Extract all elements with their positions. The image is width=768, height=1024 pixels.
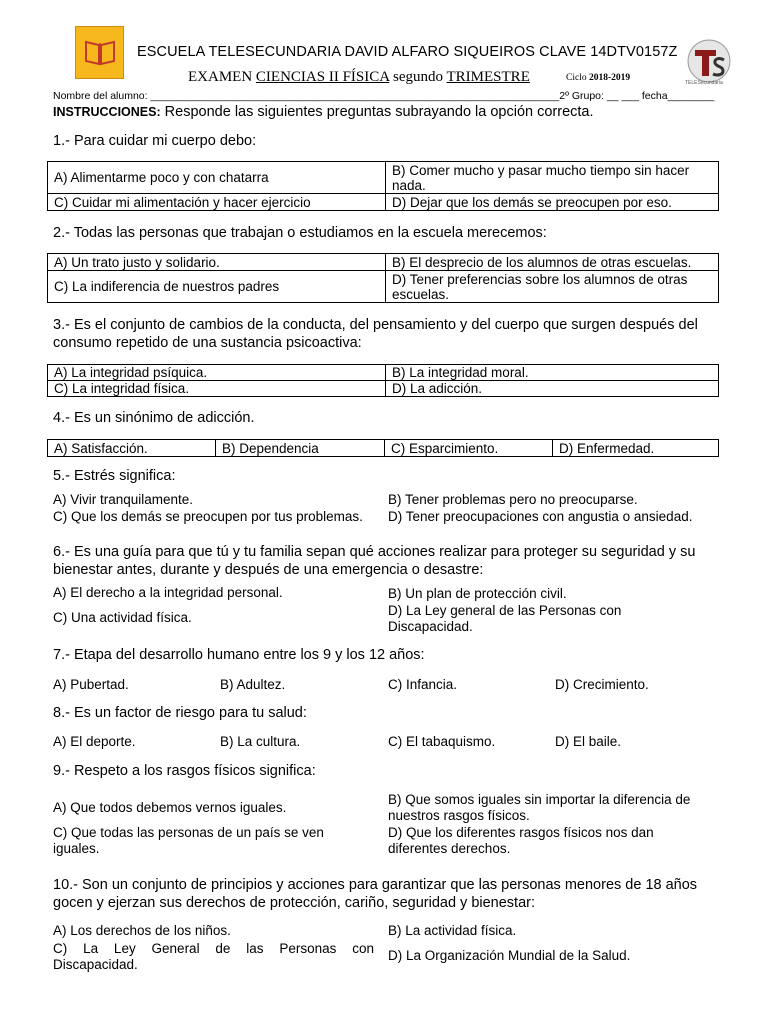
option-c[interactable]: C) Cuidar mi alimentación y hacer ejercicio (48, 194, 386, 211)
option-d[interactable]: D) Dejar que los demás se preocupen por eso. (386, 194, 719, 211)
option-a[interactable]: A) Alimentarme poco y con chatarra (48, 162, 386, 194)
cycle-value: 2018-2019 (588, 73, 631, 83)
option-b[interactable]: B) Un plan de protección civil. (388, 586, 567, 601)
option-d[interactable]: D) Tener preocupaciones con angustia o ansiedad. (388, 509, 693, 524)
option-b[interactable]: B) La cultura. (220, 734, 301, 749)
option-a[interactable]: A) La integridad psíquica. (48, 365, 386, 381)
option-a[interactable]: A) Un trato justo y solidario. (48, 254, 386, 271)
option-a[interactable]: A) Vivir tranquilamente. (53, 492, 194, 507)
option-a[interactable]: A) Satisfacción. (48, 440, 216, 457)
question-1-options (47, 161, 719, 211)
option-b[interactable]: B) La actividad física. (388, 923, 517, 938)
option-d[interactable]: D) La Ley general de las Personas con Discapacidad. (388, 603, 622, 634)
question-3-options (47, 364, 719, 397)
question-9: 9.- Respeto a los rasgos físicos significa: (53, 763, 316, 779)
school-cycle (566, 73, 630, 83)
cycle-label: Ciclo (566, 73, 587, 83)
option-c[interactable]: C) Que todas las personas de un país se ven iguales. (53, 825, 324, 856)
option-b[interactable]: B) Adultez. (220, 677, 286, 692)
question-2-options (47, 253, 719, 303)
question-6: 6.- Es una guía para que tú y tu familia sepan qué acciones realizar para proteger su seguridad y su bienestar antes, durante y después de una emergencia o desastre: (53, 544, 696, 578)
option-d[interactable]: D) La Organización Mundial de la Salud. (388, 948, 631, 963)
option-d[interactable]: D) La adicción. (386, 381, 719, 397)
option-c[interactable]: C) Esparcimiento. (385, 440, 553, 457)
option-a[interactable]: A) El deporte. (53, 734, 136, 749)
option-b[interactable]: B) Tener problemas pero no preocuparse. (388, 492, 638, 507)
option-d[interactable]: D) Que los diferentes rasgos físicos nos dan diferentes derechos. (388, 825, 654, 856)
option-a[interactable]: A) El derecho a la integridad personal. (53, 585, 283, 600)
option-a[interactable]: A) Los derechos de los niños. (53, 923, 231, 938)
option-a[interactable]: A) Pubertad. (53, 677, 129, 692)
option-b[interactable]: B) La integridad moral. (386, 365, 719, 381)
instructions-text: Responde las siguientes preguntas subrayando la opción correcta. (160, 104, 594, 120)
book-icon (84, 38, 116, 66)
question-10: 10.- Son un conjunto de principios y acciones para garantizar que las personas menores de 18 años gocen y ejerzan sus derechos de protección, cariño, seguridad y bienestar: (53, 877, 698, 911)
option-b[interactable]: B) Dependencia (216, 440, 385, 457)
telesecundaria-emblem-icon (686, 38, 732, 84)
question-8: 8.- Es un factor de riesgo para tu salud: (53, 705, 307, 721)
option-c[interactable]: C) El tabaquismo. (388, 734, 496, 749)
option-c[interactable]: C) Una actividad física. (53, 610, 192, 625)
student-info-line: Nombre del alumno: ______________________________________________________________________2º Grupo: __ ___ fecha________ (53, 90, 715, 102)
exam-title (188, 69, 530, 86)
question-2: 2.- Todas las personas que trabajan o estudiamos en la escuela merecemos: (53, 225, 547, 241)
telesecundaria-caption: TELESecundaria (685, 80, 723, 86)
option-c[interactable]: C) Infancia. (388, 677, 458, 692)
question-7: 7.- Etapa del desarrollo humano entre los 9 y los 12 años: (53, 647, 425, 663)
option-c[interactable]: C) La Ley General de las Personas con Discapacidad. (53, 941, 374, 972)
option-a[interactable]: A) Que todos debemos vernos iguales. (53, 800, 287, 815)
option-b[interactable]: B) Que somos iguales sin importar la diferencia de nuestros rasgos físicos. (388, 792, 691, 823)
exam-subject: CIENCIAS II FÍSICA (255, 69, 390, 85)
exam-period: TRIMESTRE (446, 69, 530, 85)
instructions (53, 104, 594, 120)
option-c[interactable]: C) La indiferencia de nuestros padres (48, 271, 386, 303)
school-book-logo (75, 26, 124, 79)
question-1: 1.- Para cuidar mi cuerpo debo: (53, 133, 257, 149)
question-3: 3.- Es el conjunto de cambios de la conducta, del pensamiento y del cuerpo que surgen después del consumo repetido de una sustancia psicoactiva: (53, 317, 698, 351)
option-d[interactable]: D) Enfermedad. (553, 440, 719, 457)
option-c[interactable]: C) La integridad física. (48, 381, 386, 397)
exam-prefix: EXAMEN (188, 69, 253, 85)
exam-middle: segundo (393, 69, 444, 85)
option-b[interactable]: B) El desprecio de los alumnos de otras escuelas. (386, 254, 719, 271)
instructions-label: INSTRUCCIONES: (53, 105, 161, 119)
school-name: ESCUELA TELESECUNDARIA DAVID ALFARO SIQUEIROS CLAVE 14DTV0157Z (137, 44, 678, 60)
question-5: 5.- Estrés significa: (53, 468, 176, 484)
option-d[interactable]: D) El baile. (555, 734, 622, 749)
option-d[interactable]: D) Tener preferencias sobre los alumnos de otras escuelas. (386, 271, 719, 303)
question-4-options (47, 439, 719, 457)
option-b[interactable]: B) Comer mucho y pasar mucho tiempo sin hacer nada. (386, 162, 719, 194)
option-c[interactable]: C) Que los demás se preocupen por tus problemas. (53, 509, 363, 524)
question-4: 4.- Es un sinónimo de adicción. (53, 410, 255, 426)
option-d[interactable]: D) Crecimiento. (555, 677, 649, 692)
